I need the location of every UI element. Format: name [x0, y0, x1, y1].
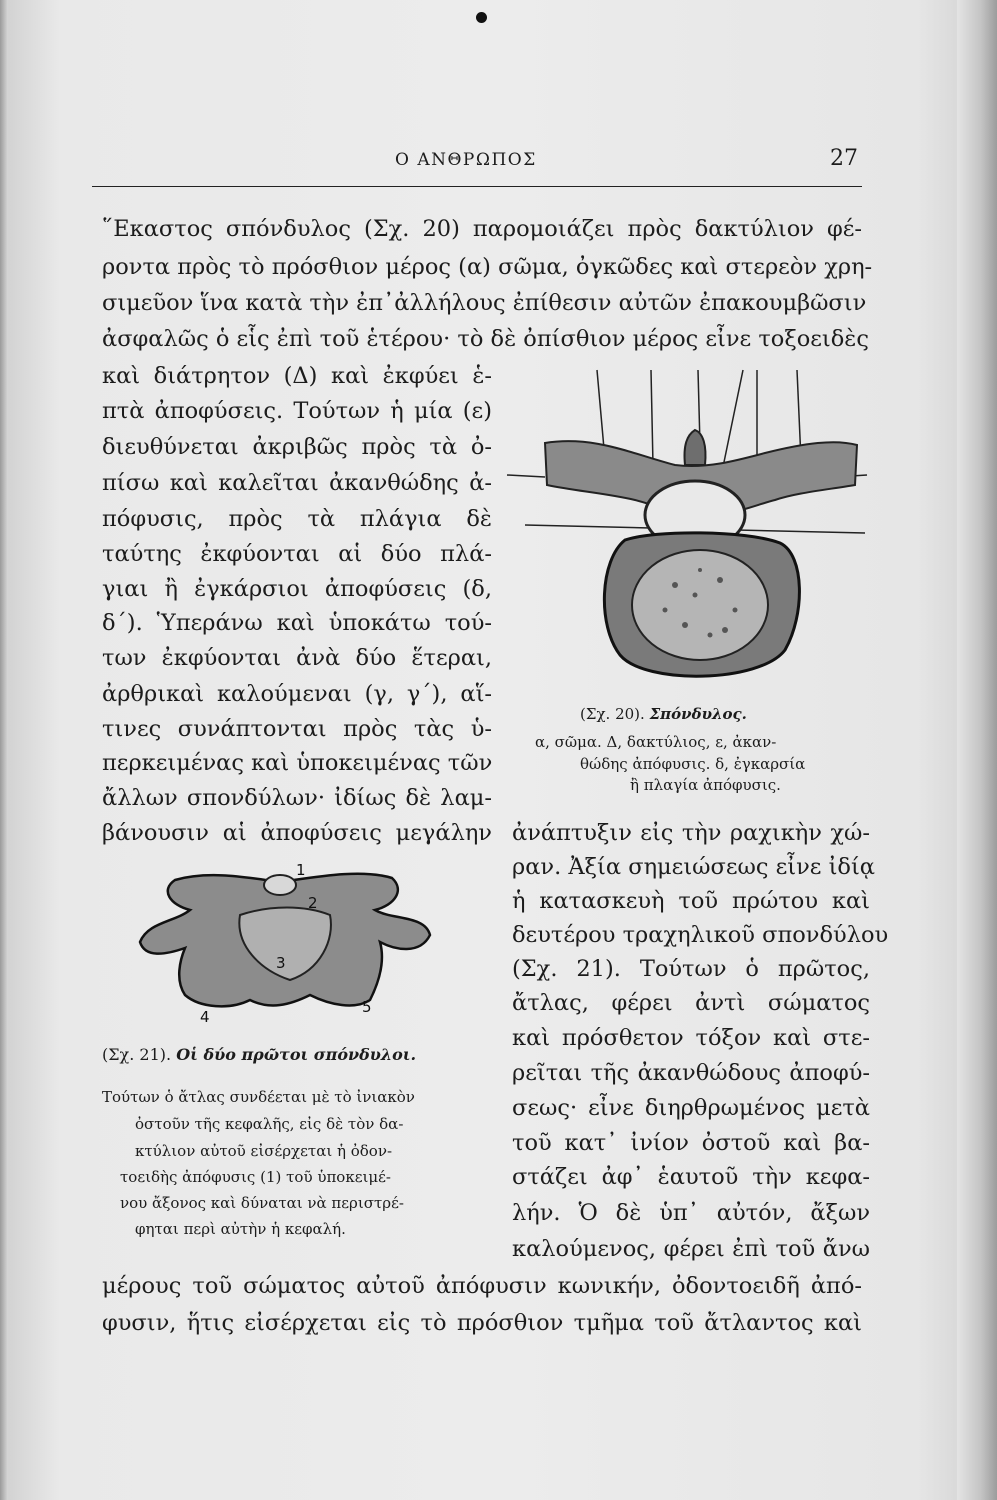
figure20-caption-heading: [580, 705, 747, 723]
figure21-caption-line: νου ἄξονος καὶ δύναται νὰ περιστρέ-: [120, 1194, 404, 1212]
figure21-caption-line: κτύλιον αὐτοῦ εἰσέρχεται ἡ ὀδον-: [135, 1142, 393, 1160]
body-line: ἡ κατασκευὴ τοῦ πρώτου καὶ: [512, 888, 870, 914]
figure21-caption-line: Τούτων ὁ ἄτλας συνδέεται μὲ τὸ ἰνιακὸν: [102, 1088, 415, 1106]
body-line: ἄλλων σπονδύλων· ἰδίως δὲ λαμ-: [102, 785, 492, 811]
body-line: ἀρθρικαὶ καλούμεναι (γ, γ΄), αἵ-: [102, 681, 492, 707]
figure21-caption-heading: [102, 1045, 416, 1064]
body-line: δ΄). Ὑπεράνω καὶ ὑποκάτω τού-: [102, 610, 492, 636]
body-line: ἀσφαλῶς ὁ εἷς ἐπὶ τοῦ ἑτέρου· τὸ δὲ ὀπίσθιον μέρος εἶνε τοξοειδὲς: [102, 326, 869, 352]
body-line: ῞Εκαστος σπόνδυλος (Σχ. 20) παρομοιάζει πρὸς δακτύλιον φέ-: [102, 216, 862, 242]
body-line: φυσιν, ἥτις εἰσέρχεται εἰς τὸ πρόσθιον τμῆμα τοῦ ἄτλαντος καὶ: [102, 1310, 862, 1336]
figure20-caption-line: α, σῶμα. Δ, δακτύλιος, ε, ἀκαν-: [535, 733, 777, 751]
header-rule: [92, 186, 862, 187]
body-line: σεως· εἶνε διηρθρωμένος μετὰ: [512, 1095, 870, 1121]
figure21-label-1: 1: [296, 861, 306, 879]
page-edge-left: [0, 0, 8, 1500]
body-line: στάζει ἀφ᾽ ἑαυτοῦ τὴν κεφα-: [512, 1164, 870, 1190]
figure21-title: Οἱ δύο πρῶτοι σπόνδυλοι.: [176, 1045, 417, 1064]
body-line: καλούμενος, φέρει ἐπὶ τοῦ ἄνω: [512, 1236, 870, 1262]
figure21-label: (Σχ. 21).: [102, 1045, 172, 1064]
body-line: ραν. Ἀξία σημειώσεως εἶνε ἰδίᾳ: [512, 854, 875, 880]
figure21-label-2: 2: [308, 894, 318, 912]
body-line: περκειμένας καὶ ὑποκειμένας τῶν: [102, 750, 493, 776]
vertebra-illustration: [505, 365, 875, 690]
figure20-caption-line: θώδης ἀπόφυσις. δ, ἐγκαρσία: [580, 755, 806, 773]
label-pointer-line: [651, 370, 653, 465]
body-line: ταύτης ἐκφύονται αἱ δύο πλά-: [102, 541, 492, 567]
body-line: λήν. Ὁ δὲ ὑπ᾽ αὐτόν, ἄξων: [512, 1200, 870, 1226]
body-line: των ἐκφύονται ἀνὰ δύο ἕτεραι,: [102, 645, 492, 671]
figure21-label-3: 3: [276, 954, 286, 972]
body-line: πίσω καὶ καλεῖται ἀκανθώδης ἀ-: [102, 470, 492, 496]
figure21-label-4: 4: [200, 1008, 210, 1026]
body-line: (Σχ. 21). Τούτων ὁ πρῶτος,: [512, 956, 870, 982]
figure21-caption-line: φηται περὶ αὐτὴν ἡ κεφαλή.: [135, 1220, 346, 1238]
body-line: γιαι ἢ ἐγκάρσιοι ἀποφύσεις (δ,: [102, 576, 492, 602]
body-line: ἄτλας, φέρει ἀντὶ σώματος: [512, 990, 870, 1016]
body-line: δευτέρου τραχηλικοῦ σπονδύλου: [512, 922, 889, 948]
page-edge-right: [957, 0, 997, 1500]
atlas-axis-illustration: [130, 860, 440, 1030]
body-line: διευθύνεται ἀκριβῶς πρὸς τὰ ὀ-: [102, 434, 492, 460]
page-number: 27: [830, 146, 858, 171]
body-line: ροντα πρὸς τὸ πρόσθιον μέρος (α) σῶμα, ὀγκῶδες καὶ στερεὸν χρη-: [102, 254, 873, 280]
running-header-title: Ο ΑΝΘΡΩΠΟΣ: [395, 150, 537, 170]
body-line: καὶ διάτρητον (Δ) καὶ ἐκφύει ἑ-: [102, 363, 492, 389]
body-line: ρεῖται τῆς ἀκανθώδους ἀποφύ-: [512, 1060, 870, 1086]
body-line: βάνουσιν αἱ ἀποφύσεις μεγάλην: [102, 820, 492, 846]
body-line: καὶ πρόσθετον τόξον καὶ στε-: [512, 1025, 870, 1051]
figure21-caption-line: ὀστοῦν τῆς κεφαλῆς, εἰς δὲ τὸν δα-: [135, 1115, 404, 1133]
dens-process: [264, 875, 296, 895]
body-line: τοῦ κατ᾽ ἰνίον ὀστοῦ καὶ βα-: [512, 1130, 870, 1156]
figure20-title: Σπόνδυλος.: [649, 705, 747, 723]
figure20-caption-line: ἢ πλαγία ἀπόφυσις.: [630, 776, 781, 794]
label-pointer-line: [507, 475, 545, 477]
vertebral-body-surface: [632, 550, 768, 660]
figure21-label-5: 5: [362, 998, 372, 1016]
body-line: ἀνάπτυξιν εἰς τὴν ραχικὴν χώ-: [512, 820, 870, 846]
body-line: πόφυσις, πρὸς τὰ πλάγια δὲ: [102, 506, 492, 532]
body-line: σιμεῦον ἵνα κατὰ τὴν ἐπ᾽ἀλλήλους ἐπίθεσιν αὐτῶν ἐπακουμβῶσιν: [102, 290, 867, 316]
body-line: τινες συνάπτονται πρὸς τὰς ὑ-: [102, 716, 492, 742]
spinous-process: [684, 430, 705, 465]
ink-dot: [476, 12, 487, 23]
body-line: μέρους τοῦ σώματος αὐτοῦ ἀπόφυσιν κωνικήν, ὀδοντοειδῆ ἀπό-: [102, 1273, 862, 1299]
figure21-caption-line: τοειδὴς ἀπόφυσις (1) τοῦ ὑποκειμέ-: [120, 1168, 391, 1186]
figure20-label: (Σχ. 20).: [580, 705, 645, 723]
body-line: πτὰ ἀποφύσεις. Τούτων ἡ μία (ε): [102, 398, 492, 424]
